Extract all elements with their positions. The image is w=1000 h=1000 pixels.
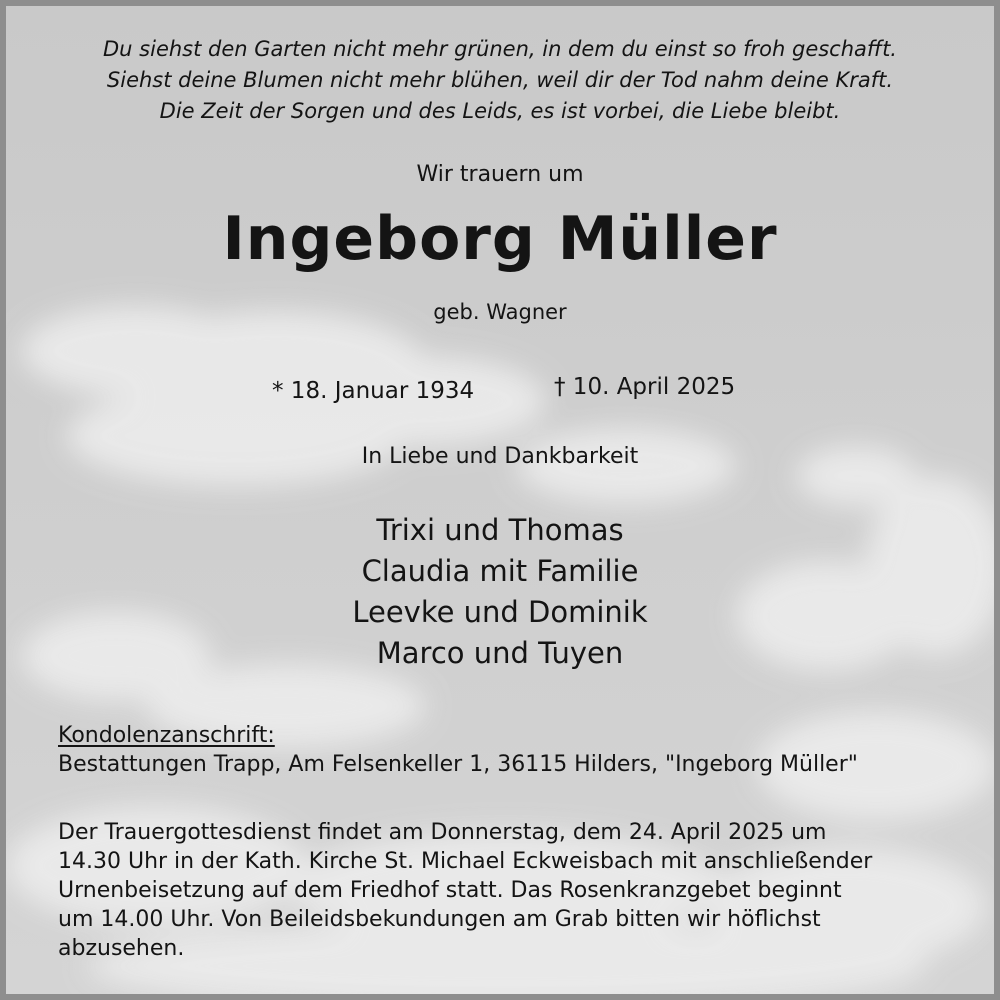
maiden-name: geb. Wagner (433, 300, 567, 324)
intro-text: Wir trauern um (416, 162, 584, 187)
condolence-address: Bestattungen Trapp, Am Felsenkeller 1, 36115 Hilders, "Ingeborg Müller" (58, 752, 858, 777)
mourner-3: Leevke und Dominik (352, 595, 648, 629)
poem-line-2: Siehst deine Blumen nicht mehr blühen, weil dir der Tod nahm deine Kraft. (106, 68, 894, 92)
service-line-3: Urnenbeisetzung auf dem Friedhof statt. Das Rosenkranzgebet beginnt (58, 878, 842, 903)
condolence-heading: Kondolenzanschrift: (58, 723, 275, 748)
mourner-2: Claudia mit Familie (361, 554, 639, 588)
poem-line-3: Die Zeit der Sorgen und des Leids, es ist vorbei, die Liebe bleibt. (159, 99, 841, 123)
service-line-1: Der Trauergottesdienst findet am Donnerstag, dem 24. April 2025 um (58, 820, 827, 845)
poem-line-1: Du siehst den Garten nicht mehr grünen, in dem du einst so froh geschafft. (103, 37, 897, 61)
closing-phrase: In Liebe und Dankbarkeit (361, 444, 639, 469)
death-date: † 10. April 2025 (554, 374, 736, 400)
service-line-4: um 14.00 Uhr. Von Beileidsbekundungen am Grab bitten wir höflichst (58, 907, 821, 932)
deceased-name: Ingeborg Müller (222, 204, 778, 274)
service-line-2: 14.30 Uhr in der Kath. Kirche St. Michael Eckweisbach mit anschließender (58, 849, 873, 874)
mourner-1: Trixi und Thomas (376, 513, 624, 547)
service-line-5: abzusehen. (58, 936, 185, 961)
birth-date: * 18. Januar 1934 (272, 378, 475, 404)
mourner-4: Marco und Tuyen (376, 636, 624, 670)
